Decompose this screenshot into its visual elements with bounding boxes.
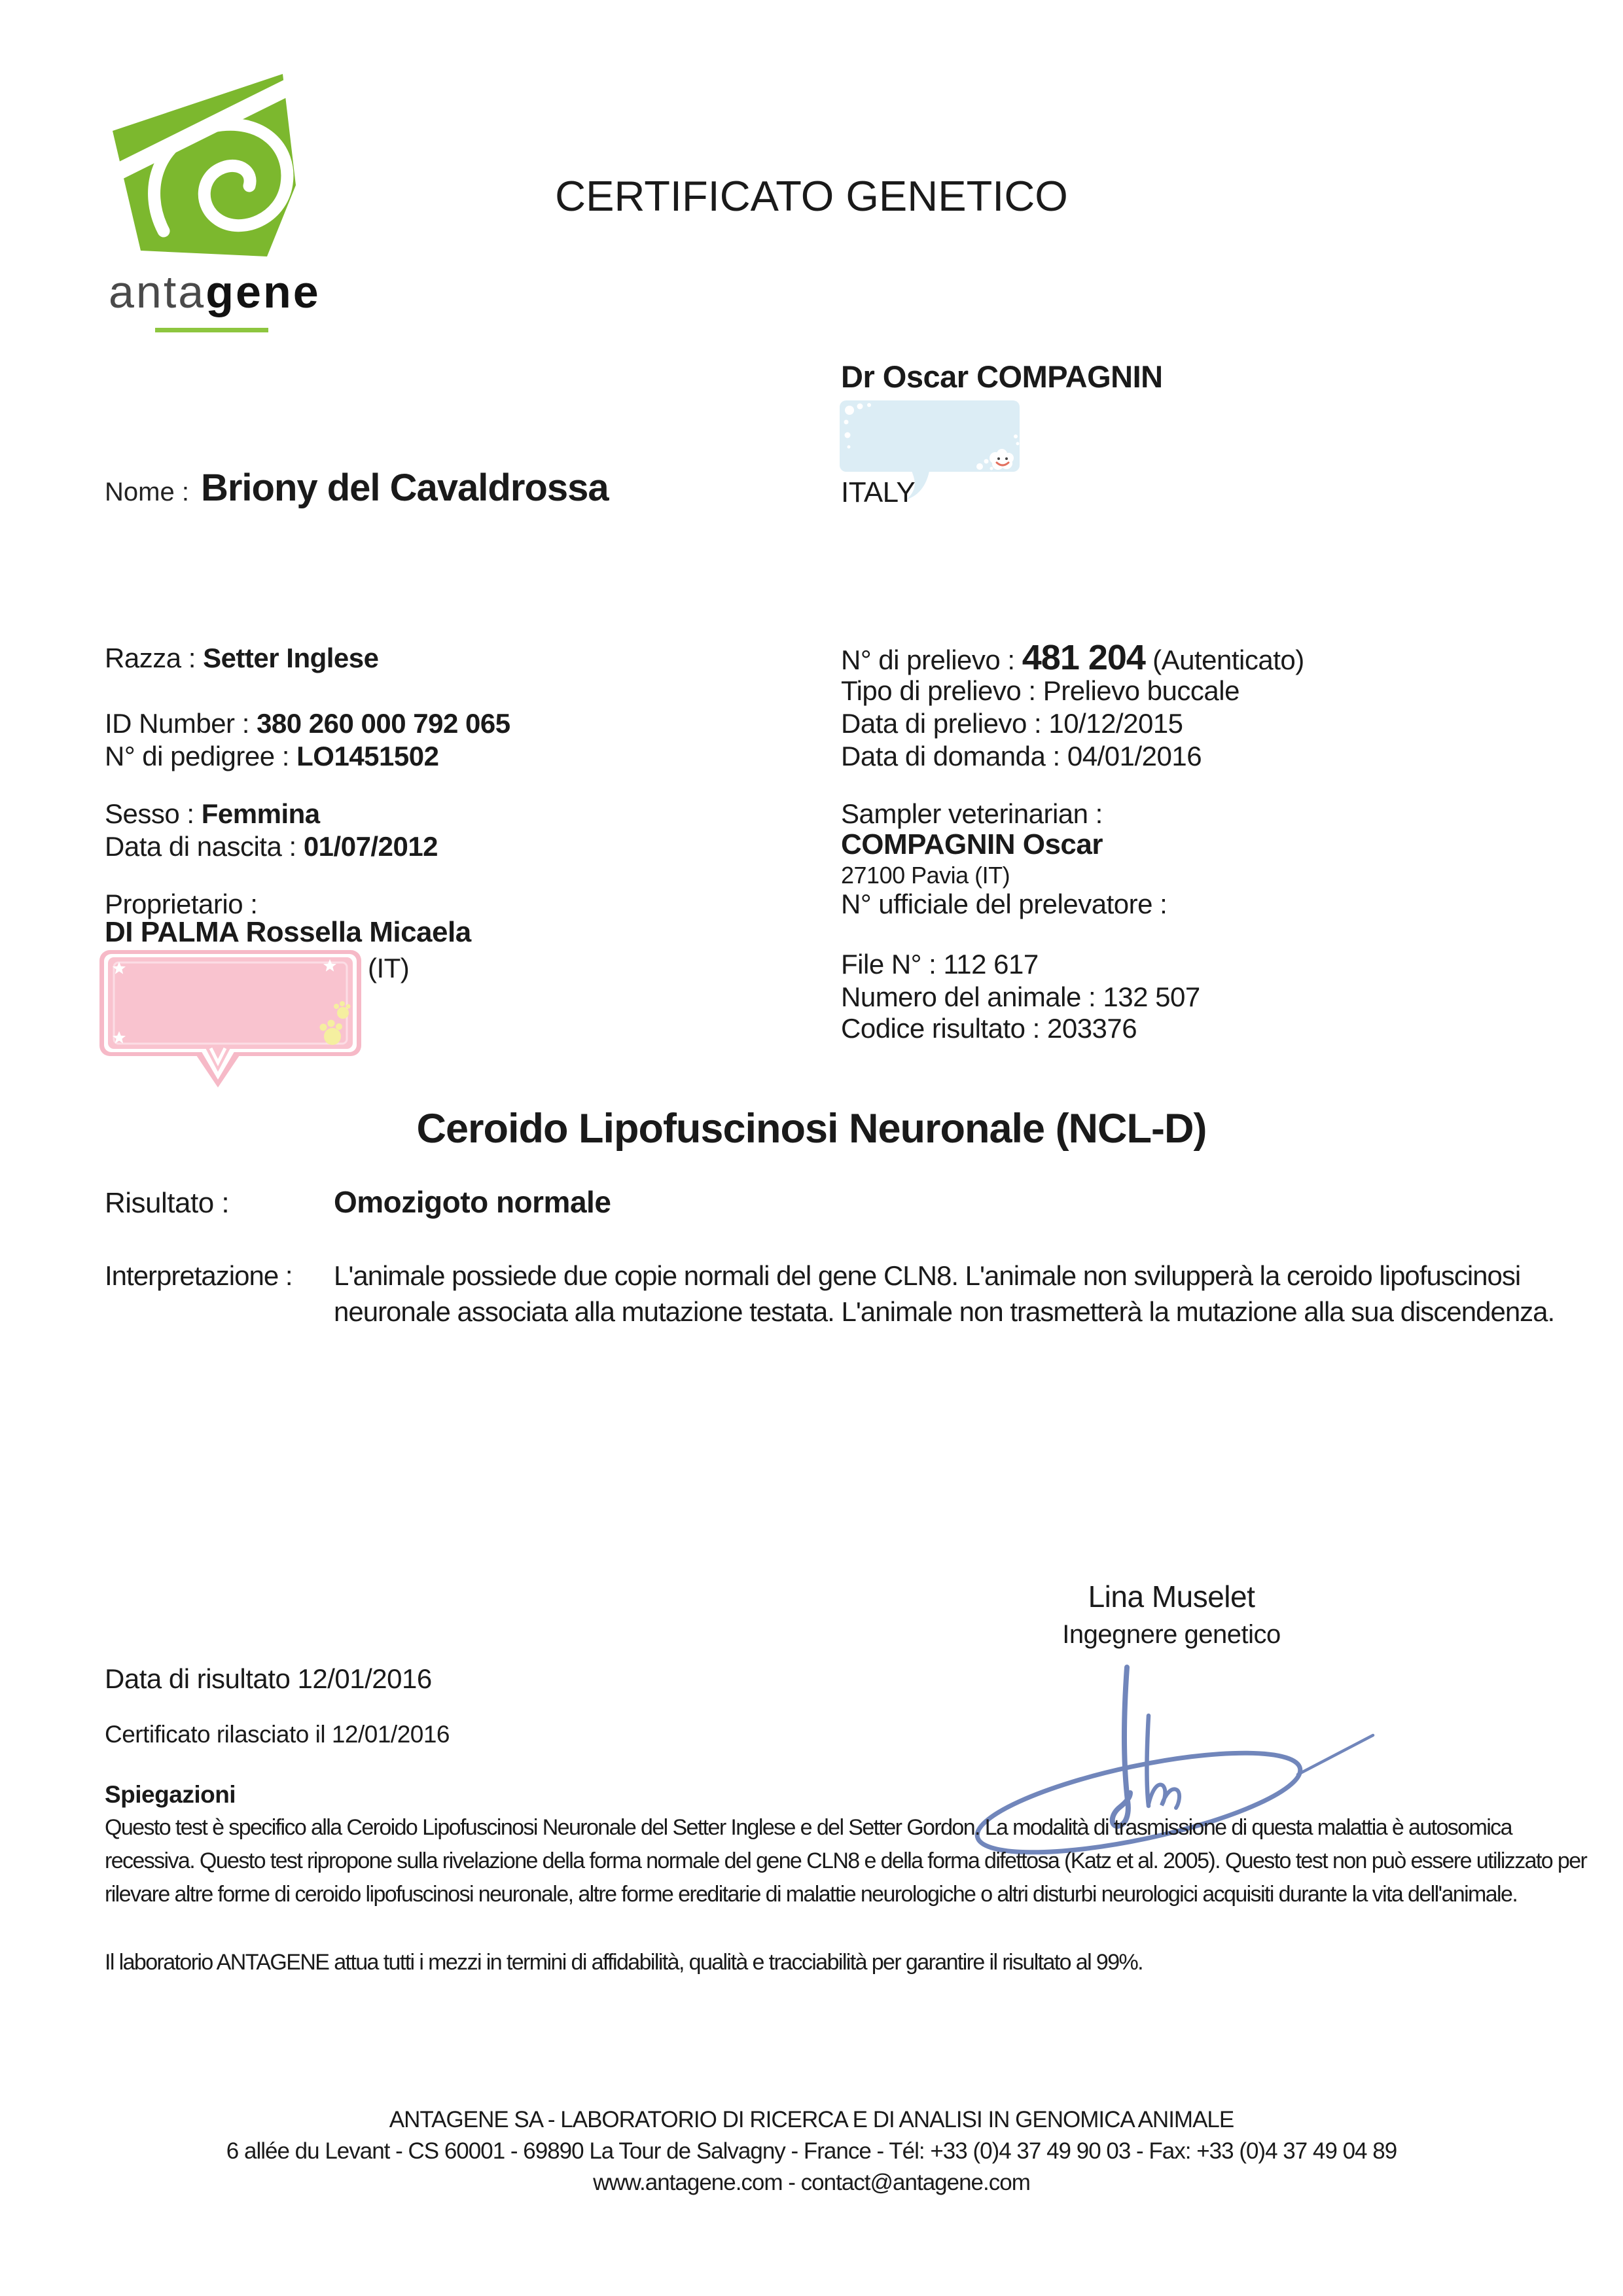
sampler-name: COMPAGNIN Oscar <box>841 828 1103 860</box>
interpretazione-label: Interpretazione : <box>105 1260 293 1291</box>
risultato-value: Omozigoto normale <box>334 1185 611 1219</box>
nascita-label: Data di nascita : <box>105 831 304 862</box>
page-title: CERTIFICATO GENETICO <box>555 172 1068 220</box>
sesso-value: Femmina <box>201 798 320 829</box>
id-number-label: ID Number : <box>105 708 257 739</box>
footer-company: ANTAGENE SA - LABORATORIO DI RICERCA E DI ANALISI IN GENOMICA ANIMALE <box>389 2107 1234 2132</box>
pedigree-label: N° di pedigree : <box>105 741 297 771</box>
sampler-label: Sampler veterinarian : <box>841 798 1103 829</box>
prelevatore-label: N° ufficiale del prelevatore : <box>841 889 1168 919</box>
interpretazione-line-2: neuronale associata alla mutazione testata. L'animale non trasmetterà la mutazione alla sua discendenza. <box>334 1296 1555 1327</box>
animal-name-row <box>105 466 609 510</box>
data-domanda: Data di domanda : 04/01/2016 <box>841 741 1202 771</box>
brand-gene: gene <box>205 266 321 317</box>
signer-role: Ingegnere genetico <box>1062 1620 1281 1649</box>
recipient-country: ITALY <box>841 476 916 508</box>
file-number: File N° : 112 617 <box>841 949 1039 980</box>
codice-risultato: Codice risultato : 203376 <box>841 1013 1137 1044</box>
id-number-value: 380 260 000 792 065 <box>257 708 510 739</box>
data-risultato: Data di risultato 12/01/2016 <box>105 1663 432 1694</box>
antagene-wordmark <box>109 266 321 318</box>
signer-name: Lina Muselet <box>1088 1580 1255 1614</box>
spiegazioni-line-1: Questo test è specifico alla Ceroido Lipofuscinosi Neuronale del Setter Inglese e del Setter Gordon. La modalità di trasmissione di questa malattia è autosomica <box>105 1815 1512 1840</box>
footer-address: 6 allée du Levant - CS 60001 - 69890 La Tour de Salvagny - France - Tél: +33 (0)4 37 49 90 03 - Fax: +33 (0)4 37 49 04 89 <box>226 2138 1397 2164</box>
risultato-label: Risultato : <box>105 1187 230 1219</box>
brand-anta: anta <box>109 266 206 317</box>
tipo-prelievo: Tipo di prelievo : Prelievo buccale <box>841 675 1240 706</box>
spiegazioni-title: Spiegazioni <box>105 1781 236 1808</box>
interpretazione-line-1: L'animale possiede due copie normali del gene CLN8. L'animale non svilupperà la ceroido lipofuscinosi <box>334 1260 1521 1291</box>
proprietario-country: (IT) <box>368 953 410 983</box>
footer-contacts: www.antagene.com - contact@antagene.com <box>593 2170 1030 2195</box>
prelievo-note: (Autenticato) <box>1145 645 1304 675</box>
data-prelievo: Data di prelievo : 10/12/2015 <box>841 708 1183 739</box>
prelievo-label: N° di prelievo : <box>841 645 1022 675</box>
antagene-logo-swirl-icon <box>108 69 304 265</box>
proprietario-value: DI PALMA Rossella Micaela <box>105 916 471 948</box>
nascita-value: 01/07/2012 <box>303 831 438 862</box>
logo-underline <box>155 328 268 332</box>
recipient-name: Dr Oscar COMPAGNIN <box>841 359 1163 394</box>
razza-label: Razza : <box>105 643 204 673</box>
sampler-city: 27100 Pavia (IT) <box>841 862 1010 889</box>
animal-name: Briony del Cavaldrossa <box>200 467 609 509</box>
test-title: Ceroido Lipofuscinosi Neuronale (NCL-D) <box>416 1106 1207 1152</box>
proprietario-label: Proprietario : <box>105 889 258 919</box>
certificato-rilasciato: Certificato rilasciato il 12/01/2016 <box>105 1721 450 1748</box>
spiegazioni-line-2: recessiva. Questo test ripropone sulla rivelazione della forma normale del gene CLN8 e della forma difettosa (Katz et al. 2005). Questo test non può essere utilizzato per <box>105 1848 1587 1873</box>
nome-label: Nome : <box>105 478 189 506</box>
pink-redaction-sticker <box>99 950 368 1091</box>
pedigree-value: LO1451502 <box>296 741 439 771</box>
numero-animale: Numero del animale : 132 507 <box>841 981 1200 1012</box>
quality-statement: Il laboratorio ANTAGENE attua tutti i mezzi in termini di affidabilità, qualità e tracciabilità per garantire il risultato al 99%. <box>105 1950 1143 1975</box>
razza-value: Setter Inglese <box>203 643 379 673</box>
sesso-label: Sesso : <box>105 798 202 829</box>
spiegazioni-line-3: rilevare altre forme di ceroido lipofuscinosi neuronale, altre forme ereditarie di malattie neurologiche o altri disturbi neurologici acquisiti durante la vita dell'animale. <box>105 1882 1518 1907</box>
prelievo-value: 481 204 <box>1022 638 1145 677</box>
